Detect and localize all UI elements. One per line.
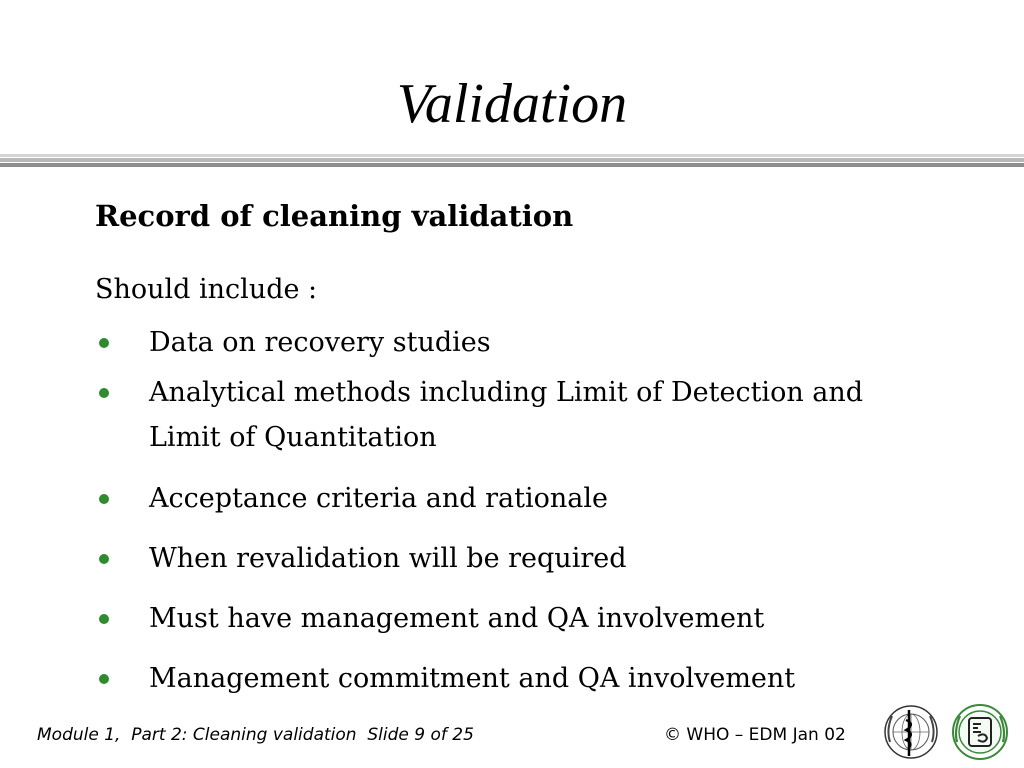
bullet-text: Analytical methods including Limit of Detection and Limit of Quantitation — [149, 377, 864, 453]
title-divider-mid — [0, 158, 1024, 162]
section-heading: Record of cleaning validation — [95, 199, 574, 233]
title-divider-dark — [0, 163, 1024, 167]
bullet-text: Acceptance criteria and rationale — [149, 483, 608, 514]
footer-copyright: © WHO – EDM Jan 02 — [664, 725, 846, 745]
bullet-dot-icon — [99, 388, 109, 398]
who-emblem-icon — [882, 702, 940, 762]
edm-emblem-icon — [951, 702, 1009, 762]
bullet-dot-icon — [99, 674, 109, 684]
bullet-dot-icon — [99, 614, 109, 624]
intro-text: Should include : — [95, 274, 318, 305]
footer-module-info: Module 1, Part 2: Cleaning validation Slide 9 of 25 — [37, 725, 474, 745]
slide-title: Validation — [396, 73, 628, 135]
bullet-dot-icon — [99, 554, 109, 564]
bullet-dot-icon — [99, 494, 109, 504]
bullet-text: When revalidation will be required — [149, 543, 627, 574]
bullet-dot-icon — [99, 338, 109, 348]
title-divider-light — [0, 154, 1024, 157]
bullet-text: Management commitment and QA involvement — [149, 663, 796, 694]
bullet-text: Must have management and QA involvement — [149, 603, 765, 634]
bullet-text: Data on recovery studies — [149, 327, 491, 358]
